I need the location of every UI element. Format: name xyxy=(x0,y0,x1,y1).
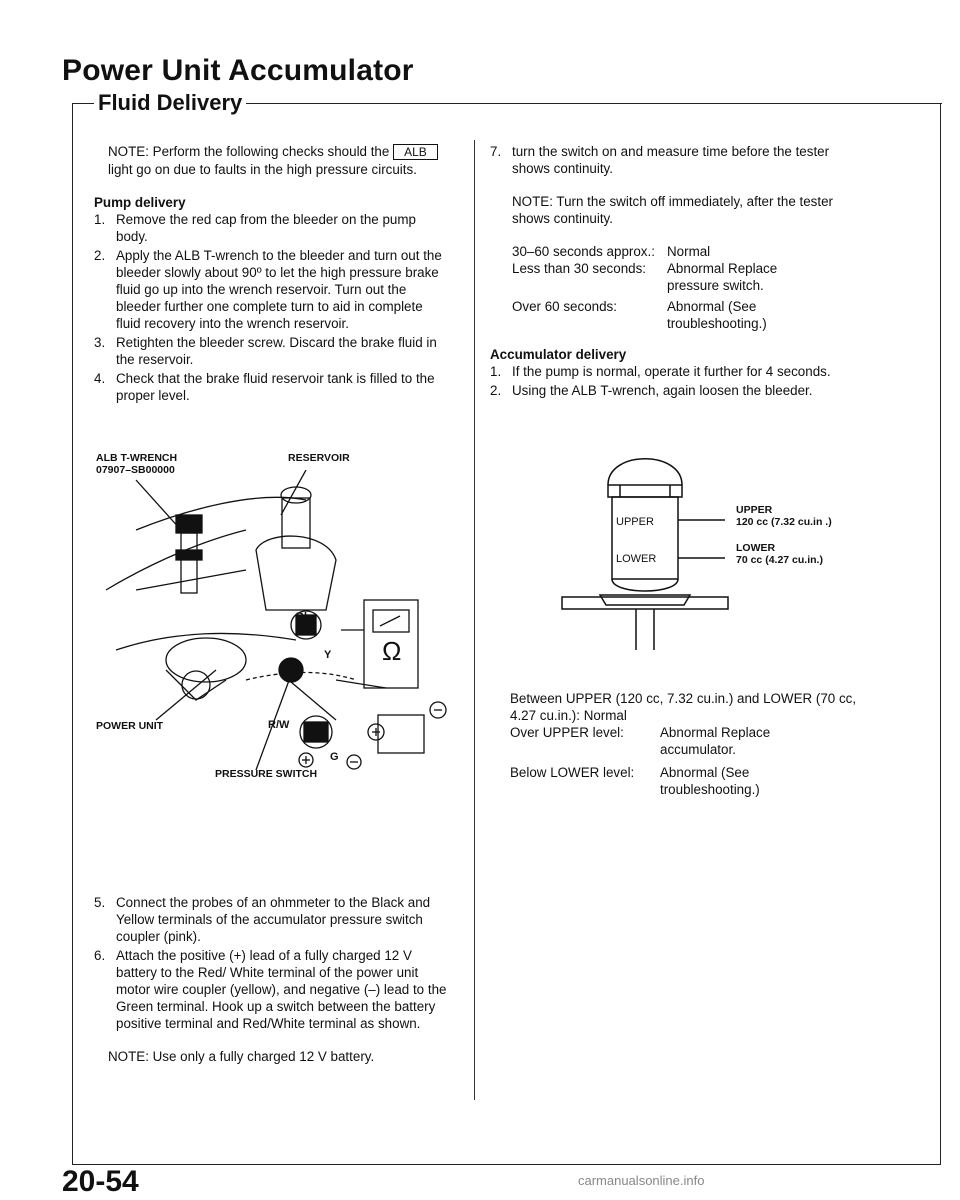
wire-color-rw: R/W xyxy=(268,719,290,731)
normal-range-text: Between UPPER (120 cc, 7.32 cu.in.) and LOWER (70 cc, 4.27 cu.in.): Normal xyxy=(510,691,857,723)
list-item: 3. Retighten the bleeder screw. Discard the brake fluid in the reservoir. xyxy=(94,335,437,367)
wire-color-bl: Bl xyxy=(296,611,307,623)
wire-color-y: Y xyxy=(324,649,332,661)
watermark: carmanualsonline.info xyxy=(578,1173,705,1188)
table-row: Less than 30 seconds: Abnormal Replace pressure switch. xyxy=(512,261,778,293)
list-item: 6. Attach the positive (+) lead of a fully charged 12 V battery to the Red/ White terminal of the power unit motor wire coupler (yellow), and negative (–) lead to the Green terminal. Hook up a switch between the battery positive terminal and Red/White terminal as shown. xyxy=(94,948,447,1031)
svg-text:Ω: Ω xyxy=(382,636,402,666)
t-wrench-reservoir-diagram xyxy=(560,445,730,655)
tube-lower-mark: LOWER xyxy=(616,553,657,565)
tube-upper-mark: UPPER xyxy=(616,516,654,528)
level-results xyxy=(510,690,870,798)
note-prefix: NOTE: Perform the following checks should the xyxy=(108,144,390,159)
power-unit-diagram xyxy=(96,470,460,770)
table-row: 30–60 seconds approx.: Normal xyxy=(512,244,711,259)
power-unit-label: POWER UNIT xyxy=(96,720,164,732)
lower-level-label: LOWER 70 cc (4.27 cu.in.) xyxy=(736,542,823,566)
pump-delivery-heading: Pump delivery xyxy=(94,195,186,210)
upper-level-label: UPPER 120 cc (7.32 cu.in .) xyxy=(736,504,832,528)
ohmmeter-steps-list xyxy=(94,894,450,1032)
time-results-table xyxy=(490,243,870,332)
accumulator-delivery-heading: Accumulator delivery xyxy=(490,347,627,362)
left-steps-continued xyxy=(94,894,450,1065)
reservoir-label: RESERVOIR xyxy=(288,452,350,464)
section-title: Fluid Delivery xyxy=(94,90,246,116)
wire-color-g: G xyxy=(330,751,339,763)
note-suffix: light go on due to faults in the high pressure circuits. xyxy=(108,162,417,177)
list-item: 2. Using the ALB T-wrench, again loosen the bleeder. xyxy=(490,383,813,398)
left-column xyxy=(94,143,450,406)
note-alb xyxy=(94,143,450,178)
page-title: Power Unit Accumulator xyxy=(62,54,414,87)
frame-right-rule xyxy=(940,103,941,1165)
battery-note: NOTE: Use only a fully charged 12 V battery. xyxy=(108,1049,375,1064)
frame-top-rule xyxy=(270,103,942,104)
table-row: Over 60 seconds: Abnormal (See troubleshooting.) xyxy=(512,299,767,331)
right-column xyxy=(490,143,870,401)
page-number: 20-54 xyxy=(62,1165,139,1198)
list-item: 1. Remove the red cap from the bleeder on the pump body. xyxy=(94,212,416,244)
list-item: 1. If the pump is normal, operate it further for 4 seconds. xyxy=(490,364,831,379)
table-row: Below LOWER level: Abnormal (See troubleshooting.) xyxy=(510,765,760,797)
pressure-switch-label: PRESSURE SWITCH xyxy=(215,768,318,780)
column-divider xyxy=(474,140,475,1100)
alb-t-wrench-label: ALB T-WRENCH 07907–SB00000 xyxy=(96,452,178,476)
alb-indicator-badge: ALB xyxy=(393,144,438,160)
pump-steps-list xyxy=(94,211,450,404)
accumulator-steps-list xyxy=(490,363,870,399)
step-7: 7. turn the switch on and measure time before the tester shows continuity. xyxy=(490,144,830,176)
list-item: 5. Connect the probes of an ohmmeter to the Black and Yellow terminals of the accumulator pressure switch coupler (pink). xyxy=(94,895,431,944)
continuity-note: NOTE: Turn the switch off immediately, after the tester shows continuity. xyxy=(512,194,834,226)
table-row: Over UPPER level: Abnormal Replace accumulator. xyxy=(510,725,771,757)
list-item: 2. Apply the ALB T-wrench to the bleeder and turn out the bleeder slowly about 90º to let the high pressure brake fluid go up into the wrench reservoir. Turn out the bleeder further one complete turn to aid in complete fluid recovery into the wrench reservoir. xyxy=(94,248,442,331)
list-item: 4. Check that the brake fluid reservoir tank is filled to the proper level. xyxy=(94,371,435,403)
